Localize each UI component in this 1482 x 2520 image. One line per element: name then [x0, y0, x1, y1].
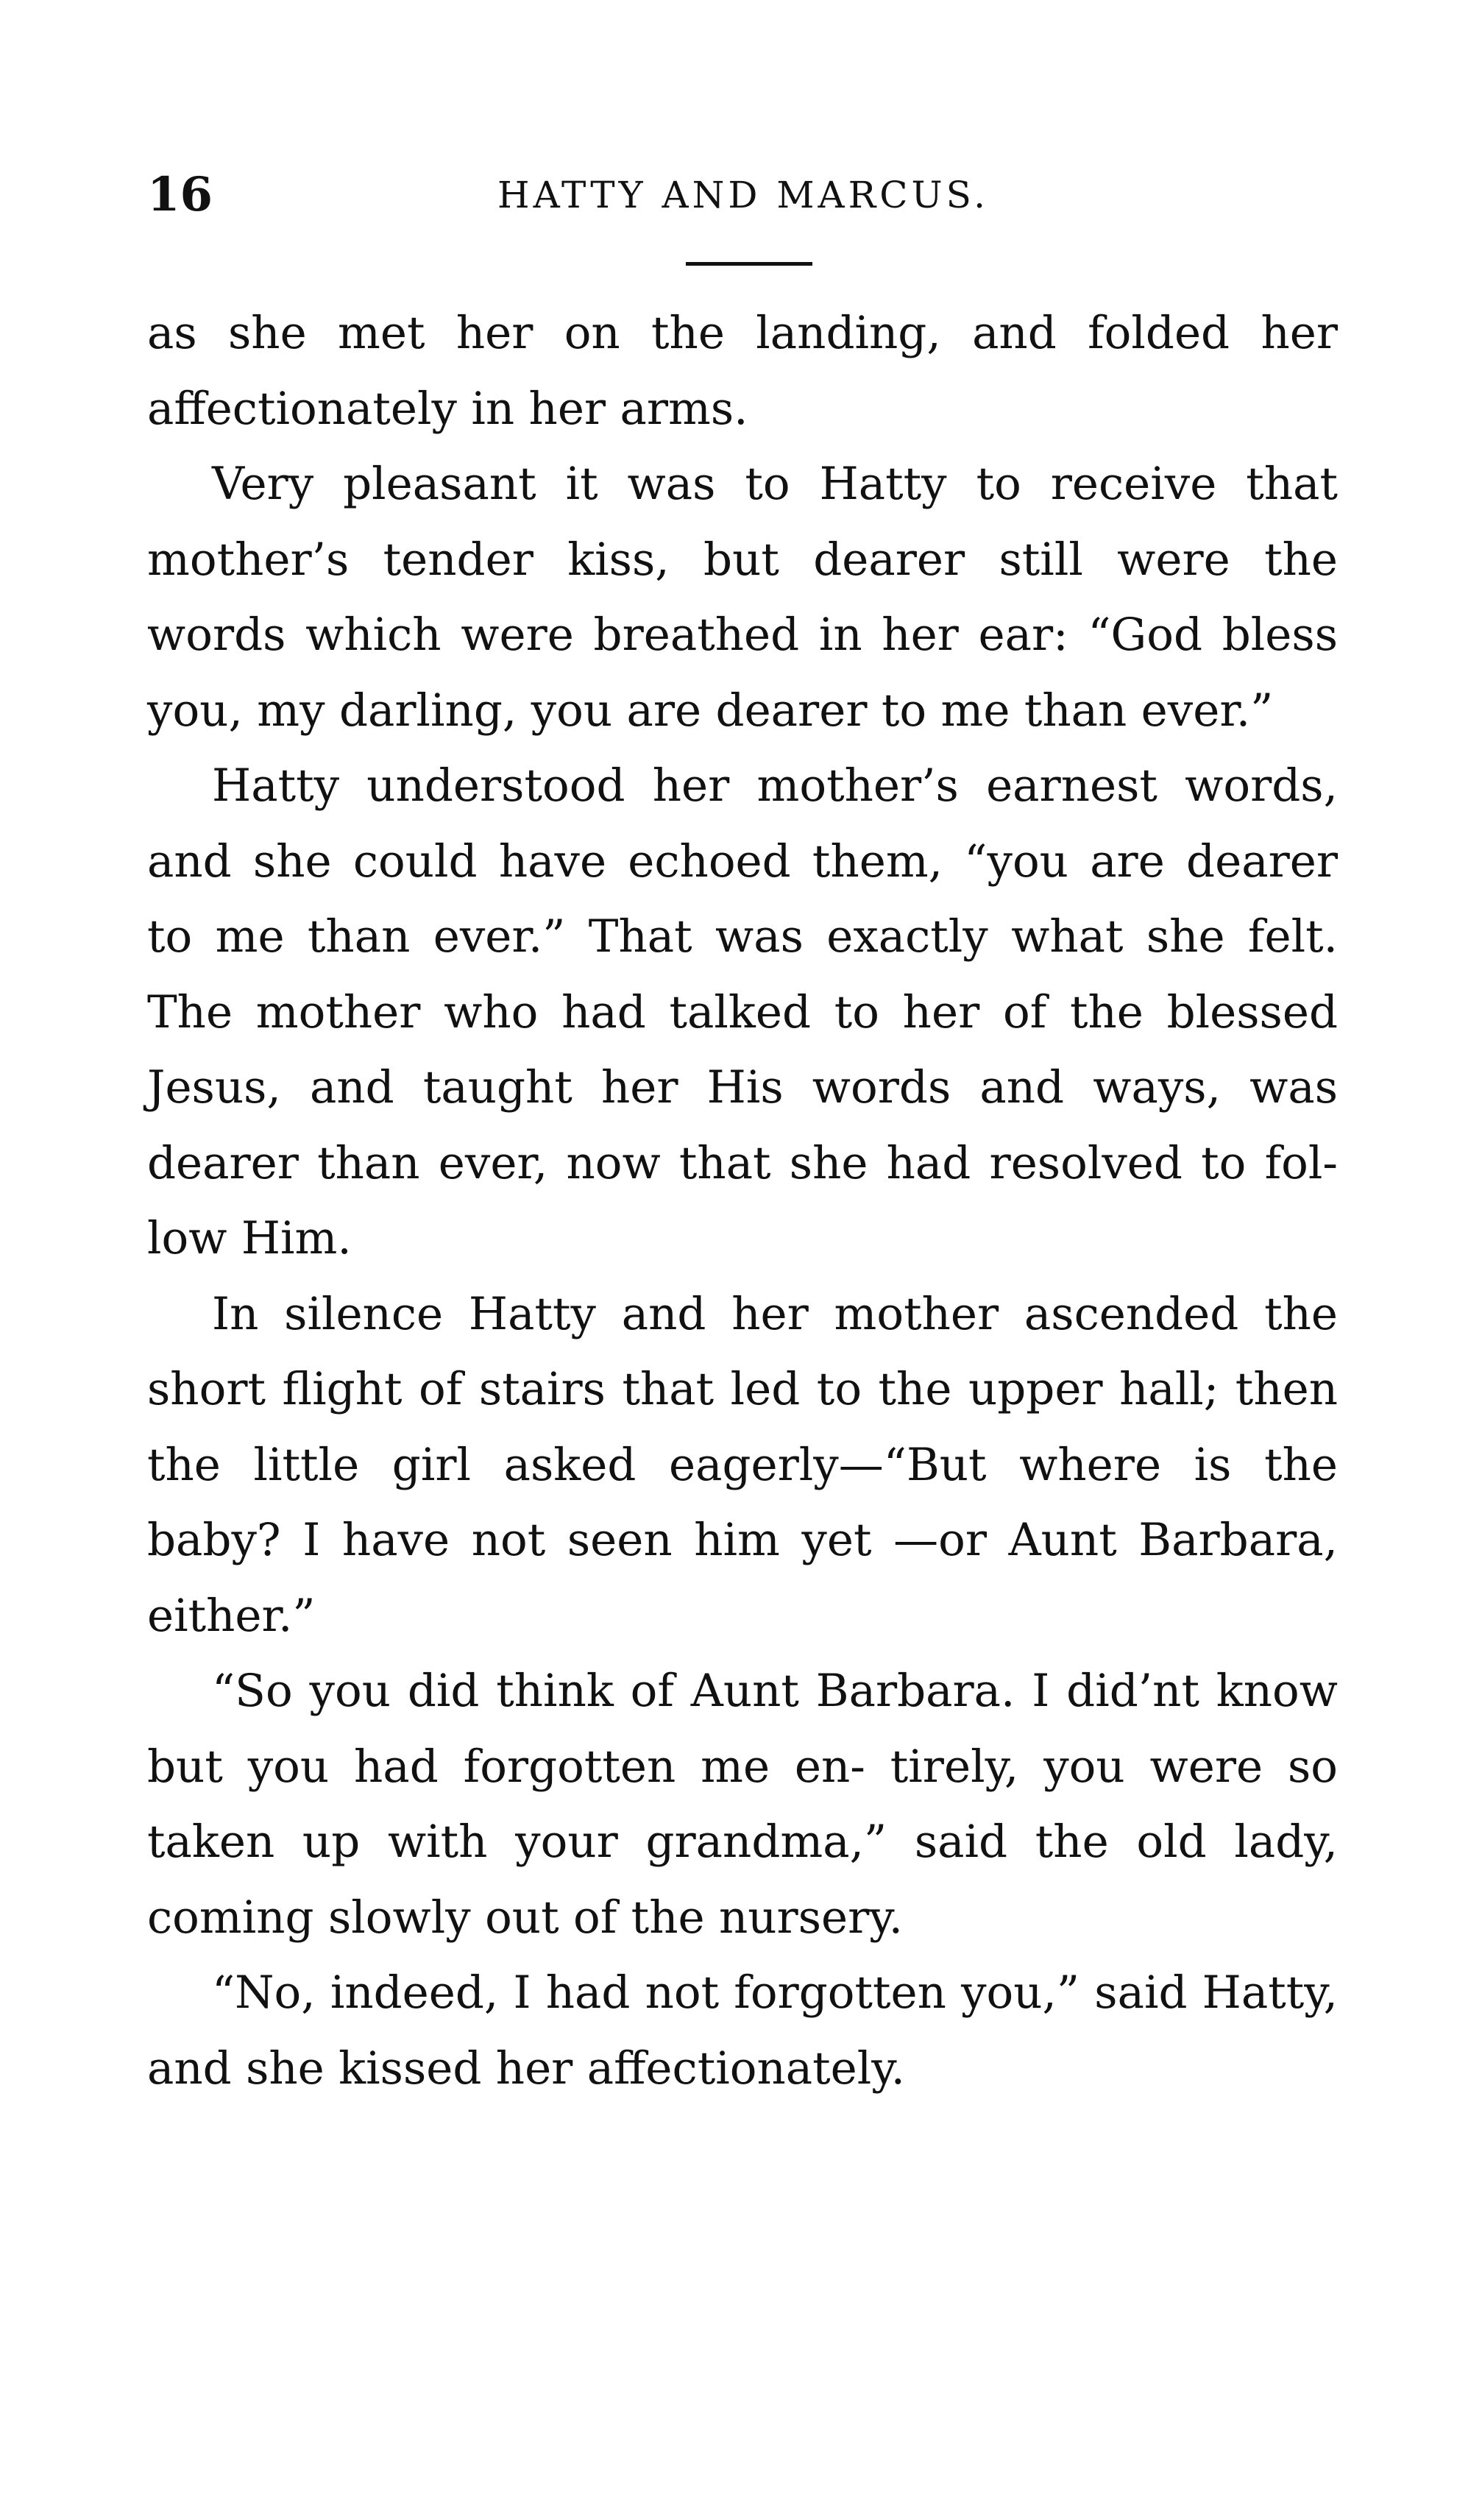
paragraph: “No, indeed, I had not forgotten you,” said Hatty, and she kissed her affectionately.	[147, 1967, 1338, 2095]
page-number: 16	[147, 167, 213, 222]
running-title: HATTY AND MARCUS.	[497, 174, 990, 216]
paragraph: Very pleasant it was to Hatty to receive that mother’s tender kiss, but dearer still were the words which were breathed in her ear: “God bless you, my darling, you are dearer to me than ever.”	[147, 458, 1338, 737]
paragraph: as she met her on the landing, and folded her affectionately in her arms.	[147, 307, 1338, 435]
paragraph: In silence Hatty and her mother ascended the short flight of stairs that led to the upper hall; then the little girl asked eagerly—“But where is the baby? I have not seen him yet —or Aunt Barbara, either.”	[147, 1287, 1338, 1642]
paragraph: Hatty understood her mother’s earnest words, and she could have echoed them, “you are dearer to me than ever.” That was exactly what she felt. The mother who had talked to her of the blessed Jesus, and taught her His words and ways, was dearer than ever, now that she had resolved to fol- low Him.	[147, 760, 1338, 1264]
paragraph: “So you did think of Aunt Barbara. I did’nt know but you had forgotten me en- tirely, you were so taken up with your grandma,” said the old lady, coming slowly out of the nursery.	[147, 1665, 1338, 1944]
running-head	[147, 158, 1339, 232]
header-rule	[686, 262, 812, 266]
body-text	[147, 296, 1338, 2106]
